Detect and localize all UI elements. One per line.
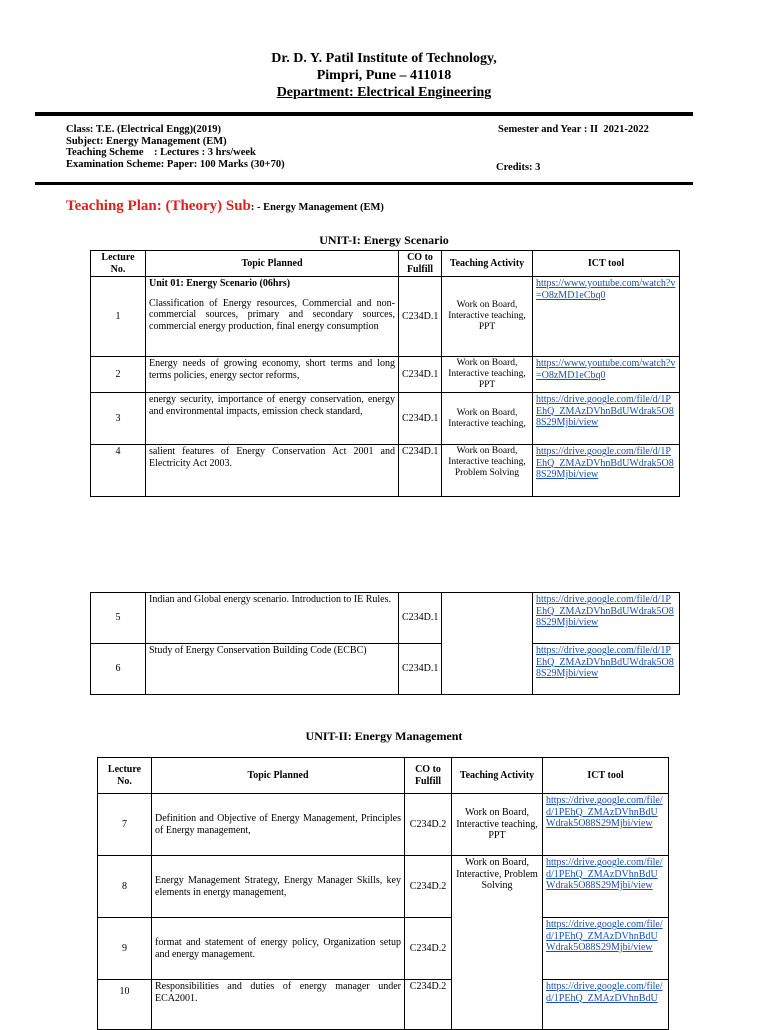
institute-name: Dr. D. Y. Patil Institute of Technology, (271, 51, 497, 66)
teaching-plan-title (66, 198, 384, 215)
col-lecture: Lecture No. (98, 758, 152, 794)
lecture-no: 10 (98, 980, 152, 1030)
col-topic: Topic Planned (146, 251, 399, 277)
unit2-title: UNIT-II: Energy Management (305, 729, 463, 743)
co-cell: C234D.1 (399, 445, 442, 497)
col-co: CO to Fulfill (399, 251, 442, 277)
activity-cell (452, 918, 543, 980)
unit2-table (97, 757, 669, 1030)
ict-cell (533, 277, 680, 357)
ict-cell (543, 856, 669, 918)
ict-cell (543, 794, 669, 856)
col-activity: Teaching Activity (452, 758, 543, 794)
lecture-no: 2 (91, 357, 146, 393)
lecture-no: 1 (91, 277, 146, 357)
ict-cell (533, 393, 680, 445)
ict-link[interactable]: https://drive.google.com/file/d/1PEhQ_ZMAzDVhnBdUWdrak5O88S29Mjbi/view (546, 919, 663, 953)
table-row (91, 277, 680, 357)
topic-text: salient features of Energy Conservation Act 2001 and Electricity Act 2003. (146, 445, 399, 497)
unit1-title: UNIT-I: Energy Scenario (319, 233, 449, 247)
ict-link[interactable]: https://drive.google.com/file/d/1PEhQ_ZMAzDVhnBdUWdrak5O88S29Mjbi/view (536, 594, 674, 628)
topic-text: Energy Management Strategy, Energy Manager Skills, key elements in energy management, (152, 856, 405, 918)
activity-cell: Work on Board, Interactive teaching, PPT (442, 277, 533, 357)
activity-cell: Work on Board, Interactive teaching, Problem Solving (442, 445, 533, 497)
department-text: Department: Electrical Engineering (276, 85, 492, 100)
lecture-no: 8 (98, 856, 152, 918)
co-cell: C234D.2 (405, 856, 452, 918)
co-cell: C234D.1 (399, 357, 442, 393)
meta-semester: Semester and Year : II 2021-2022 (498, 124, 649, 135)
lecture-no: 6 (91, 644, 146, 695)
header-rule-bottom (35, 182, 693, 185)
activity-cell (442, 644, 533, 695)
lecture-no: 7 (98, 794, 152, 856)
meta-teaching-scheme: Teaching Scheme : Lectures : 3 hrs/week (66, 147, 256, 158)
activity-cell: Work on Board, Interactive teaching, PPT (452, 794, 543, 856)
col-activity: Teaching Activity (442, 251, 533, 277)
unit1-table-continued (90, 592, 680, 695)
unit2-header-row (98, 758, 669, 794)
table-row (91, 445, 680, 497)
topic-text: Study of Energy Conservation Building Code (ECBC) (146, 644, 399, 695)
table-row (98, 980, 669, 1030)
co-cell: C234D.1 (399, 277, 442, 357)
ict-link[interactable]: https://drive.google.com/file/d/1PEhQ_ZMAzDVhnBdUWdrak5O88S29Mjbi/view (536, 645, 674, 679)
col-ict: ICT tool (543, 758, 669, 794)
ict-link[interactable]: https://drive.google.com/file/d/1PEhQ_ZMAzDVhnBdUWdrak5O88S29Mjbi/view (546, 857, 663, 891)
unit1-subtitle: Unit 01: Energy Scenario (06hrs) (149, 278, 291, 289)
topic-text: Definition and Objective of Energy Management, Principles of Energy management, (152, 794, 405, 856)
topic-text: Classification of Energy resources, Commercial and non-commercial sources, primary and secondary sources, commercial energy production, final energy consumption (149, 297, 395, 332)
co-cell: C234D.1 (399, 393, 442, 445)
activity-cell (452, 980, 543, 1030)
topic-text: Responsibilities and duties of energy manager under ECA2001. (152, 980, 405, 1030)
header-rule-top (35, 112, 693, 116)
department-title (0, 84, 768, 101)
ict-link[interactable]: https://drive.google.com/file/d/1PEhQ_ZMAzDVhnBdUWdrak5O88S29Mjbi/view (546, 795, 663, 829)
ict-link[interactable]: https://drive.google.com/file/d/1PEhQ_ZMAzDVhnBdU (546, 981, 663, 1004)
plan-subject: Energy Management (EM) (263, 202, 384, 213)
co-cell: C234D.1 (399, 593, 442, 644)
plan-colon: : - (250, 202, 264, 213)
ict-link[interactable]: https://drive.google.com/file/d/1PEhQ_ZMAzDVhnBdUWdrak5O88S29Mjbi/view (536, 446, 674, 480)
ict-cell (533, 445, 680, 497)
table-row (98, 856, 669, 918)
lecture-no: 3 (91, 393, 146, 445)
topic-text: energy security, importance of energy conservation, energy and environmental impacts, emission check standard, (146, 393, 399, 445)
topic-text: format and statement of energy policy, Organization setup and energy management. (152, 918, 405, 980)
table-row (91, 393, 680, 445)
table-row (91, 644, 680, 695)
meta-subject: Subject: Energy Management (EM) (66, 135, 227, 147)
activity-cell: Work on Board, Interactive teaching, (442, 393, 533, 445)
ict-cell (533, 593, 680, 644)
ict-cell (543, 918, 669, 980)
ict-cell (543, 980, 669, 1030)
activity-cell (442, 593, 533, 644)
table-row (91, 357, 680, 393)
co-cell: C234D.2 (405, 794, 452, 856)
meta-class: Class: T.E. (Electrical Engg)(2019) (66, 124, 222, 135)
meta-left (66, 124, 285, 170)
activity-cell: Work on Board, Interactive, Problem Solving (452, 856, 543, 918)
col-lecture: Lecture No. (91, 251, 146, 277)
col-co: CO to Fulfill (405, 758, 452, 794)
co-cell: C234D.2 (405, 918, 452, 980)
lecture-no: 5 (91, 593, 146, 644)
ict-link[interactable]: https://www.youtube.com/watch?v=O8zMD1eCbq0 (536, 358, 676, 381)
unit1-header-row (91, 251, 680, 277)
co-cell: C234D.2 (405, 980, 452, 1030)
table-row (91, 593, 680, 644)
ict-cell (533, 644, 680, 695)
unit1-table (90, 250, 680, 497)
topic-cell (146, 277, 399, 357)
lecture-no: 9 (98, 918, 152, 980)
table-row (98, 794, 669, 856)
col-topic: Topic Planned (152, 758, 405, 794)
lecture-no: 4 (91, 445, 146, 497)
meta-credits: Credits: 3 (496, 162, 541, 173)
topic-text: Energy needs of growing economy, short terms and long terms policies, energy sector reforms, (146, 357, 399, 393)
ict-link[interactable]: https://www.youtube.com/watch?v=O8zMD1eCbq0 (536, 278, 676, 301)
meta-exam-scheme: Examination Scheme: Paper: 100 Marks (30+70) (66, 158, 285, 170)
ict-cell (533, 357, 680, 393)
ict-link[interactable]: https://drive.google.com/file/d/1PEhQ_ZMAzDVhnBdUWdrak5O88S29Mjbi/view (536, 394, 674, 428)
topic-text: Indian and Global energy scenario. Introduction to IE Rules. (146, 593, 399, 644)
table-row (98, 918, 669, 980)
institute-city: Pimpri, Pune – 411018 (316, 68, 452, 83)
co-cell: C234D.1 (399, 644, 442, 695)
activity-cell: Work on Board, Interactive teaching, PPT (442, 357, 533, 393)
plan-title-text: Teaching Plan: (Theory) Sub (66, 198, 251, 214)
col-ict: ICT tool (533, 251, 680, 277)
